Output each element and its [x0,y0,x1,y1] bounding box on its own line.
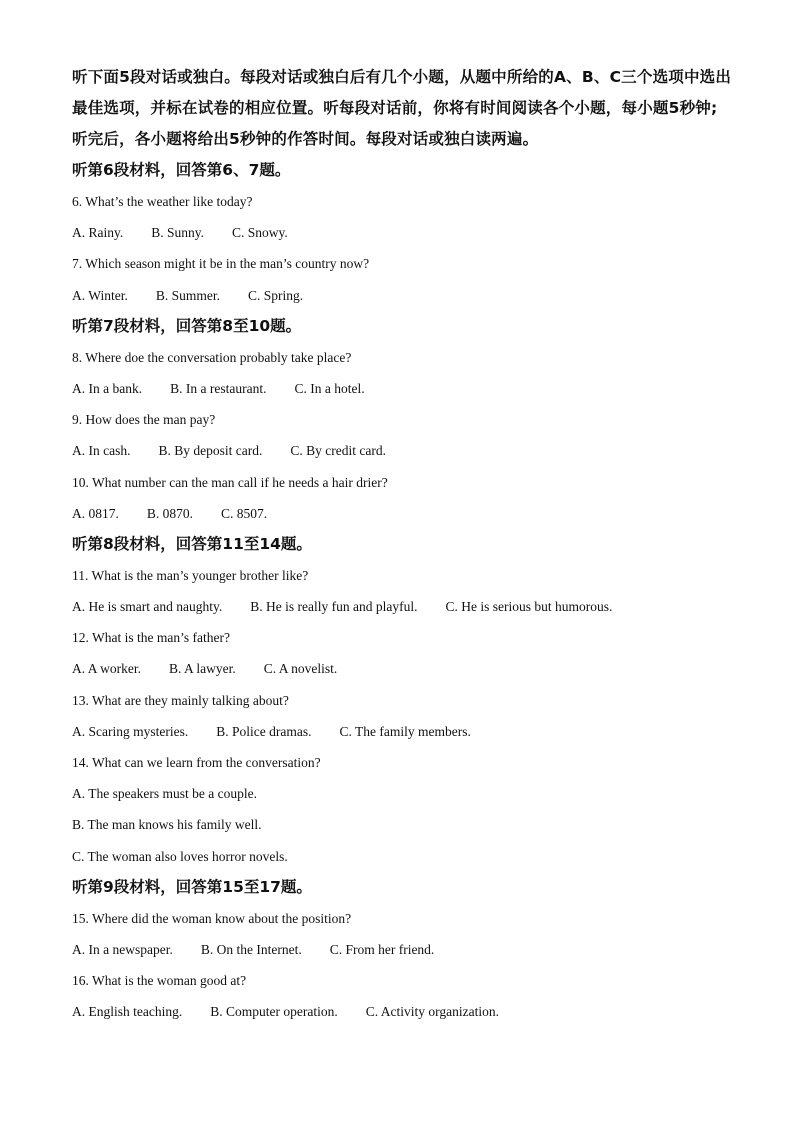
answer-option: B. In a restaurant. [170,380,267,396]
answer-options-row [72,591,732,622]
answer-option: A. 0817. [72,505,119,521]
answer-option: B. He is really fun and playful. [250,599,418,615]
question-text: 8. Where doe the conversation probably take place? [72,349,352,365]
answer-options-row [72,934,732,965]
question-text: 16. What is the woman good at? [72,973,247,989]
answer-option: A. In cash. [72,443,131,459]
answer-option: A. In a newspaper. [72,941,173,957]
answer-option: B. 0870. [146,505,194,521]
exam-page [72,62,732,1028]
question-text: 11. What is the man’s younger brother like? [72,567,309,583]
question-text: 12. What is the man’s father? [72,630,230,646]
section-heading: 听第8段材料，回答第11至14题。 [72,534,312,553]
answer-option: B. Summer. [155,287,220,303]
answer-option: A. In a bank. [72,380,143,396]
answer-option: B. On the Internet. [200,941,302,957]
answer-option: A. He is smart and naughty. [72,599,223,615]
answer-option: C. The woman also loves horror novels. [72,848,288,864]
answer-options-row [72,653,732,684]
answer-option: A. English teaching. [72,1004,183,1020]
answer-option: B. The man knows his family well. [72,817,262,833]
answer-option: B. Sunny. [151,225,205,241]
answer-option: C. By credit card. [290,443,386,459]
answer-option: C. He is serious but humorous. [445,599,613,615]
question-text: 6. What’s the weather like today? [72,194,253,209]
answer-option: B. Police dramas. [216,723,312,739]
answer-option: A. A worker. [72,661,141,677]
answer-option: A. Scaring mysteries. [72,723,189,739]
answer-option: C. The family members. [339,723,471,739]
section-heading: 听第7段材料，回答第8至10题。 [72,316,302,335]
question-text: 14. What can we learn from the conversation? [72,755,321,770]
question-text: 13. What are they mainly talking about? [72,692,289,708]
section-heading: 听第9段材料，回答第15至17题。 [72,877,312,896]
answer-options-row [72,373,732,404]
question-text: 15. Where did the woman know about the position? [72,910,352,926]
answer-option: A. Rainy. [72,225,124,241]
answer-option: B. By deposit card. [158,443,263,459]
question-text: 7. Which season might it be in the man’s country now? [72,256,370,272]
answer-options-row [72,217,732,248]
answer-option: C. Spring. [247,287,304,303]
answer-options-row [72,498,732,529]
answer-options-row [72,435,732,466]
answer-option: C. 8507. [221,505,268,521]
answer-option: B. A lawyer. [169,661,236,677]
answer-option: B. Computer operation. [210,1004,338,1020]
answer-option: C. Snowy. [232,225,288,241]
section-heading: 听第6段材料，回答第6、7题。 [72,161,291,179]
answer-options-row [72,716,732,747]
listening-instructions: 听下面5段对话或独白。每段对话或独白后有几个小题，从题中所给的A、B、C三个选项中选出最佳选项，并标在试卷的相应位置。听每段对话前，你将有时间阅读各个小题，每小题5秒钟;听完后，各小题将给出5秒钟的作答时间。每段对话或独白读两遍。 [72,68,732,148]
answer-options-row [72,996,732,1027]
answer-option: C. A novelist. [263,661,338,677]
answer-option: C. In a hotel. [294,380,365,396]
question-sections [72,155,732,1028]
question-text: 10. What number can the man call if he needs a hair drier? [72,474,388,490]
question-text: 9. How does the man pay? [72,412,216,428]
answer-option: C. Activity organization. [365,1004,499,1020]
answer-option: C. From her friend. [329,941,435,957]
answer-option: A. Winter. [72,287,128,303]
answer-option: A. The speakers must be a couple. [72,786,257,802]
answer-options-row [72,280,732,311]
